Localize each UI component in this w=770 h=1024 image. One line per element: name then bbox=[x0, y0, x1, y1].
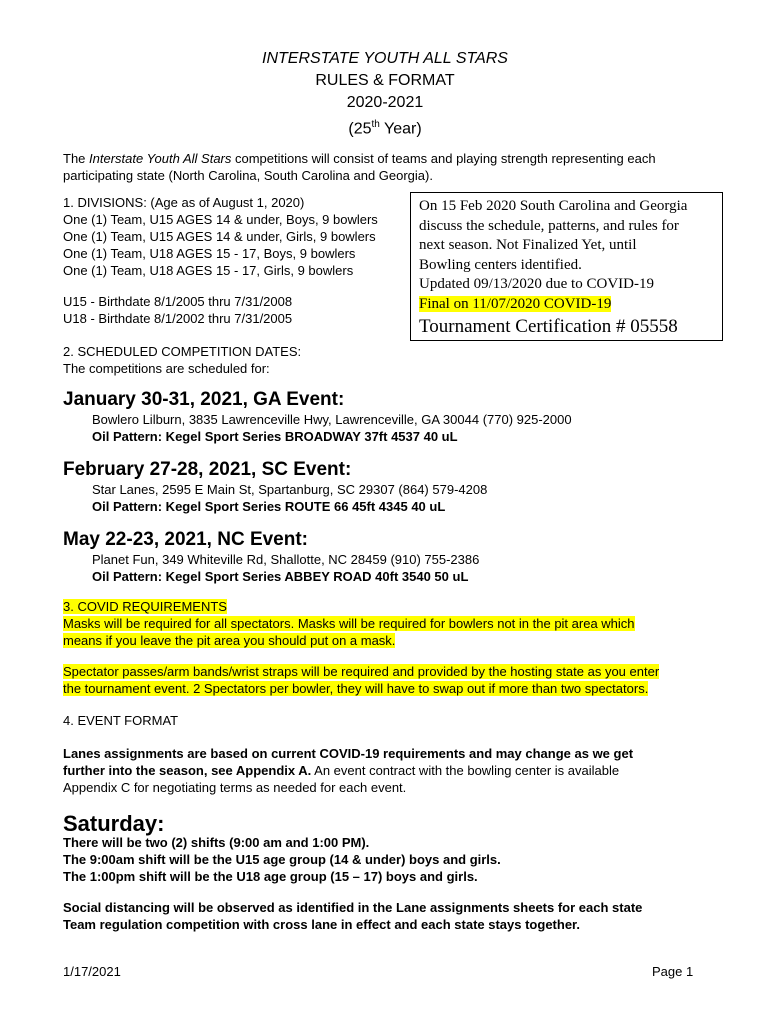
event-format-paragraph: Lanes assignments are based on current COVID-19 requirements and may change as we get further into the season, see Appendix A. An event contract with the bowling center is available Appendix C for negotiating terms as needed for each event. bbox=[63, 746, 634, 795]
document-subtitle: RULES & FORMAT bbox=[315, 72, 455, 89]
birthdates: U15 - Birthdate 8/1/2005 thru 7/31/2008 U18 - Birthdate 8/1/2002 thru 7/31/2005 bbox=[63, 294, 293, 326]
divisions-section bbox=[63, 194, 378, 279]
event-details: Bowlero Lilburn, 3835 Lawrenceville Hwy, Lawrenceville, GA 30044 (770) 925-2000 Oil Pattern: Kegel Sport Series BROADWAY 37ft 4537 40 uL bbox=[92, 412, 572, 444]
event-format-heading: 4. EVENT FORMAT bbox=[63, 713, 179, 728]
social-distancing-note: Social distancing will be observed as identified in the Lane assignments sheets for each state Team regulation competition with cross lane in effect and each state stays together. bbox=[63, 900, 643, 932]
event-details: Planet Fun, 349 Whiteville Rd, Shallotte, NC 28459 (910) 755-2386 Oil Pattern: Kegel Sport Series ABBEY ROAD 40ft 3540 50 uL bbox=[92, 552, 480, 584]
division-line: One (1) Team, U18 AGES 15 - 17, Girls, 9 bowlers bbox=[63, 263, 354, 278]
certification-number: Tournament Certification # 05558 bbox=[419, 316, 678, 337]
event-title: January 30-31, 2021, GA Event: bbox=[63, 389, 345, 410]
division-line: One (1) Team, U18 AGES 15 - 17, Boys, 9 bowlers bbox=[63, 246, 356, 261]
final-notice: Final on 11/07/2020 COVID-19 bbox=[419, 295, 612, 312]
divisions-heading: 1. DIVISIONS: (Age as of August 1, 2020) bbox=[63, 195, 305, 210]
schedule-section: 2. SCHEDULED COMPETITION DATES: The competitions are scheduled for: bbox=[63, 344, 302, 376]
division-line: One (1) Team, U15 AGES 14 & under, Boys, 9 bowlers bbox=[63, 212, 378, 227]
event-details: Star Lanes, 2595 E Main St, Spartanburg, SC 29307 (864) 579-4208 Oil Pattern: Kegel Sport Series ROUTE 66 45ft 4345 40 uL bbox=[92, 482, 488, 514]
season-label: 2020-2021 bbox=[346, 94, 424, 111]
document-title: INTERSTATE YOUTH ALL STARS bbox=[262, 50, 508, 67]
covid-section: 3. COVID REQUIREMENTS Masks will be required for all spectators. Masks will be required for bowlers not in the pit area which means if you leave the pit area you should put on a mask. bbox=[63, 599, 635, 648]
page-number: Page 1 bbox=[652, 964, 694, 979]
year-label: (25th Year) bbox=[348, 119, 422, 138]
event-title: February 27-28, 2021, SC Event: bbox=[63, 459, 352, 480]
covid-spectators: Spectator passes/arm bands/wrist straps will be required and provided by the hosting state as you enter the tournament event. 2 Spectators per bowler, they will have to swap out if more than two spectators. bbox=[63, 664, 660, 696]
saturday-shifts: There will be two (2) shifts (9:00 am and 1:00 PM). The 9:00am shift will be the U15 age group (14 & under) boys and girls. The 1:00pm shift will be the U18 age group (15 – 17) boys and girls. bbox=[63, 835, 501, 884]
status-notice-box: On 15 Feb 2020 South Carolina and Georgia discuss the schedule, patterns, and rules for next season. Not Finalized Yet, until Bowling centers identified. Updated 09/13/2020 due to COVID-19 Final on 11/07/2020 COVID-19 Tournament Certification # 05558 bbox=[410, 192, 723, 341]
intro-paragraph: The Interstate Youth All Stars competitions will consist of teams and playing strength representing each participating state (North Carolina, South Carolina and Georgia). bbox=[63, 151, 656, 183]
event-title: May 22-23, 2021, NC Event: bbox=[63, 529, 309, 550]
footer-date: 1/17/2021 bbox=[63, 964, 121, 979]
saturday-heading: Saturday: bbox=[63, 811, 165, 836]
division-line: One (1) Team, U15 AGES 14 & under, Girls, 9 bowlers bbox=[63, 229, 376, 244]
